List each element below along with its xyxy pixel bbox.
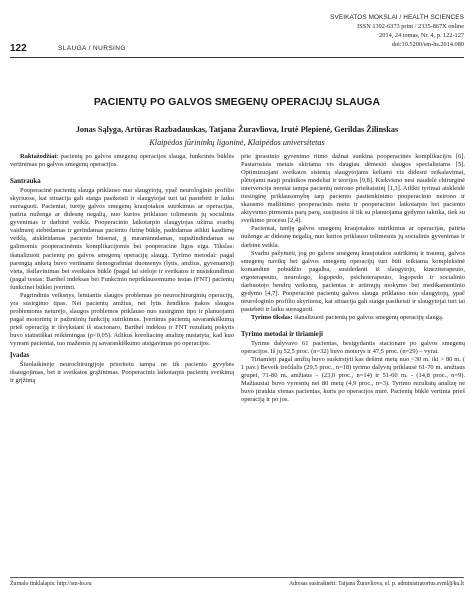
article-affiliation: Klaipėdos jūrininkų ligoninė, Klaipėdos universitetas: [149, 138, 325, 147]
aim-paragraph: [241, 314, 465, 322]
page-header: [10, 43, 464, 56]
methods-heading: Tyrimo metodai ir tiriamieji: [241, 330, 323, 338]
keywords-paragraph: [10, 153, 234, 169]
article-title: PACIENTŲ PO GALVOS SMEGENŲ OPERACIJŲ SLAUGA: [93, 97, 381, 108]
article-authors: Jonas Sąlyga, Artūras Razbadauskas, Tatjana Žuravliova, Irutė Plepienė, Gerildas Žilinskas: [75, 125, 399, 134]
journal-name: SVEIKATOS MOKSLAI / HEALTH SCIENCES: [330, 14, 464, 21]
journal-issue: 2014, 24 tomas, Nr. 4, p. 122-127: [379, 32, 464, 39]
aim-label: Tyrimo tikslas:: [251, 313, 293, 321]
paragraph-3: Svarbu pažymėti, jog po galvos smegenų kraujotakos sutrikimų ir traumų, galvos smegenų navikų bei galvos smegenų operacijų turi būti teikiama kompleksinė komandinė pobūdžio pagalba, susidedanti iš slaugytojo, kineziterapeuto, ergoterapeuto, neurologo, logopedo, psichoterapeuto, logopedo ir socialinio darbuotojo bendrų veiksmų, pacientas ir artimųjų mokymo bei medikamentinio gydymo [4,7]. Pooperacinė pacientų galvos slauga priklauso nuo slaugytojų, ypač neurologinio profilio skyriuose, kai situacija gali staiga pasikeisti ir slaugytojai turi tai pastebėti ir laiku sureaguoti.: [241, 249, 465, 313]
right-column: [241, 153, 465, 404]
paragraph-2: Pacientai, turėję galvos smegenų kraujotakos sutrikimus ar operacijas, patiria nuženge ar didesnę negalią, nuo kurios priklauso tolimesnis jų socialinis gyvenimas ir darbinė veikla.: [241, 225, 465, 249]
keywords-label: Raktažodžiai:: [20, 153, 59, 160]
keywords-text: pacientų po galvos smegenų operacijos slauga, funkcinės būklės vertinimas po galvos smegenų operacijos.: [10, 153, 234, 169]
footer-correspondence: Adresas susirašinėti: Tatjana Žuravliova, el. p. administratorius.svml@ku.lt: [289, 581, 464, 587]
intro-heading: Įvadas: [10, 352, 30, 360]
journal-doi: doi:10.5200/sm-hs.2014.080: [391, 41, 464, 48]
left-column: [10, 153, 234, 385]
page-number: 122: [10, 43, 27, 54]
footer-divider: [10, 577, 464, 578]
aim-text: išanalizuoti pacientų po galvos smegenų operacijų slaugą.: [292, 313, 444, 321]
journal-issn: ISSN 1392-6373 print / 2335-867X online: [357, 23, 464, 30]
intro-text: Šiuolaikinėje neurochirurgijoje prioritetu tampa ne tik paciento gyvybės išsaugojimas, bet ir sveikatos grąžinimas. Pooperacinis laikotarpis pacientų sveikimą ir grįžimą: [10, 361, 234, 385]
methods-text: Tyrime dalyvavo 61 pacientas, besigydantis stacionare po galvos smegenų operacijos. Iš jų 52,5 proc. (n=32) buvo moterys ir 47,5 proc. (n=29) – vyrai.: [241, 340, 465, 356]
header-divider: [10, 57, 464, 58]
summary-heading: Santrauka: [10, 178, 41, 186]
summary-text-2: Pagrindinis veiksnys, lemiantis slaugos problemas po neurochirurginių operacijų, yra susirgimo tipas. Nei pacientų amžius, nei lytis žendikos įtakos slaugos problemoms neturėjo, slaugos problemos priklauso nuo susirgimo tipo ir planuojami pagal motorinių ir pažintinių funkcijų sutrikimus. Įvertinus pacientų savarankiškumą prieš operaciją ir išvykstant iš stacionaro, Barthel indeksu ir FNT rezultatų pokytis buvo statistiškai reikšmingas (p<0,05). Atlikus koreliacinę analizę nustatyta, kad kuo vyresni pacientai, tuo mažesnis jų savarankiškumo atsigavimas po operacijos.: [10, 291, 234, 348]
footer-website: Žurnalo tinklalapis: http://sm-hs.eu: [10, 581, 92, 587]
methods-text-2: Tiriamieji pagal amžių buvo suskirstyti kas dešimt metų nuo <30 m. iki > 80 m. ( 1 pav.) Beveik trečdalis (29,5 proc., n=18) tyrimo dalyvių priklausė 61-70 m. amžiaus grupei, 71-80 m. amžiaus – (23,0 proc., n=14) ir 51-60 m. - (14,8 proc., n=9). Mažiausiai buvo vyresnių nei 80 metų (4,9 proc., n=3). Tyrimo rezultatų analizę ne buvo įtraukta vienas pacientas, kuris po operacijos mirė. Pacientų būklė vertinta prieš operaciją ir po jos.: [241, 356, 465, 404]
summary-text: Pooperacinė pacientų slauga priklauso nuo slaugytojų, ypač neurologinio profilio skyriuose, kai situacija gali staiga pasikeisti ir slaugytojai turi tai pastebėti ir laiku sureaguoti. Pacientai, turėję galvos smegenų kraujotakos sutrikimus ar operacijas, patiria nuženge ar didesnę negalią, nuo kurios priklauso tolimesnis jų socialinis gyvenimas ir darbinė veikla. Pooperacinio laikotarpio slaugytojas užima svarbų vaidmenį stebėdamas ir gerindamas paciento fizinę būklę, padėdamas atlikti kasdienę veiklą, atskleidamas paciento būsenai, jį nuraminndamas, supažindindamas su galimomis pooperacinėmis komplikacijomis bei pooperacine ligos eiga. Tikslas: išanalizuoti pacientų po galvos smegenų operacijų slaugą. Tyrimo metodai: pagal parengtą anketą buvo vertinami demografiniai duomenys (lytis, amžius, gyvenamoji vieta, išsilavinimas bei sveikatos būklė (pagal tai sieloje ir sveikatos ir nusiskundimai (pagal testas: Barthel indeksas bei Funkcinio nepriklausomumo testas (FNT) pacientų funkcinei būklei įvertinti.: [10, 187, 234, 291]
intro-continued: prie įprastinio gyvenimo ritmo dažnai sunkina pooperacinės komplikacijos [6]. Pastarosiais metais skiriama vis daugiau dėmesio slaugos specialistams [5]. Optimizuojant sveikatos sistemą slaugytojams keliami vis didesni reikalavimai, plėtojami nauji praktikos modeliai ir teorijos [9,8]. Kiekvieno nesi naudelė chirurginė intervencija neretai tampa pacientų neirono prieštaistinį [1,3]. Atlikti tyrimai atskleidė tiesioginę priklausomybę tarp paciento pasitenkinimo pooperacinio neirono ir skausmo malšinimo pooperacinės metu ir pooperacinio laikotarpio bei paciento aktyvumo pirmomis parų parų, susijusios iš tik su planuojama gydymo taktika, tiek su sveikimo procesu [2,4].: [241, 153, 465, 225]
running-head: SLAUGA / NURSING: [58, 45, 126, 52]
